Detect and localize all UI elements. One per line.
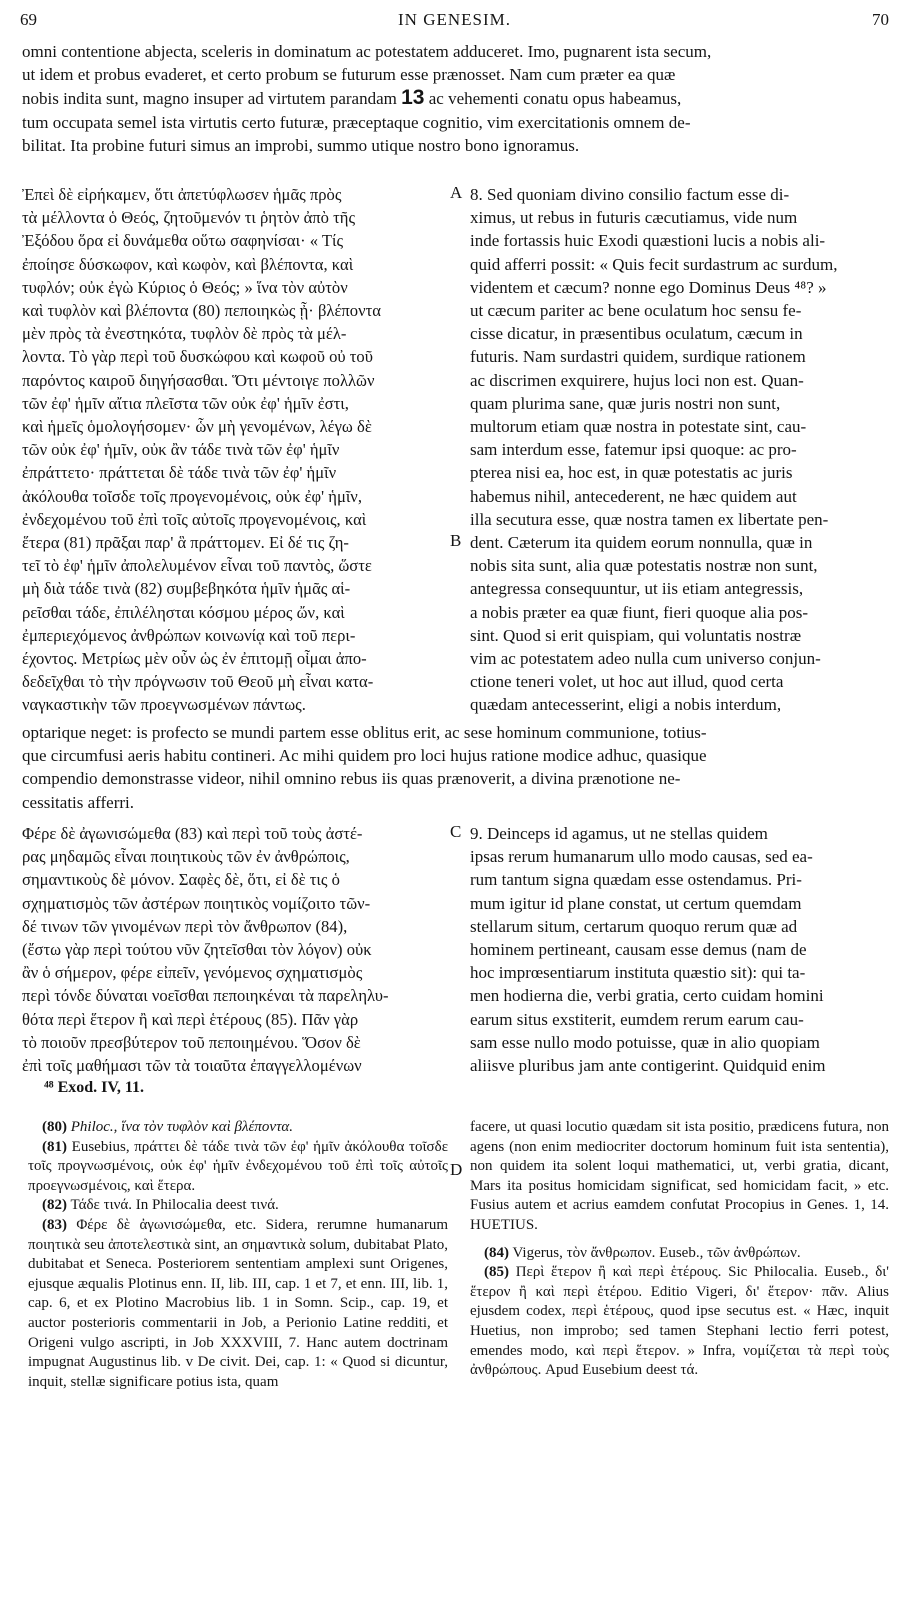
note-text: Vigerus, τὸν ἄνθρωπον. Euseb., τῶν ἀνθρώπων. bbox=[512, 1244, 801, 1261]
text-line: rum tantum signa quædam esse ostendamus. Pri- bbox=[470, 870, 802, 890]
note-text: Περὶ ἕτερον ἢ καὶ περὶ ἑτέρους. Sic Philocalia. Euseb., δι' ἕτερον ἢ καὶ περὶ ἑτέρου. Editio Vigeri, δι' ἕτερον· πᾶν. Alius ejusdem codex, περὶ ἑτέρους, quod ipse secutus est. « Hæc, inquit Huetius, non improbo; sed tamen Stephani lectio ferri potest, emendes modo, καὶ περὶ ἕτερον. » Infra, νομίζεται τὰ περὶ τοὺς ἀνθρώπους. Apud Eusebium deest τά. bbox=[470, 1264, 890, 1379]
column-number-13: 13 bbox=[401, 86, 425, 110]
text-line: bilitat. Ita probine futuri simus an improbi, summo utique nostro bono ignoramus. bbox=[22, 135, 580, 155]
text-line: hominem pertineant, causam esse demus (nam de bbox=[470, 940, 807, 960]
text-line: tum occupata semel ista virtutis certo futuræ, præceptaque cognitio, vim exercitationis omnem de- bbox=[22, 112, 691, 132]
text-line: stellarum situm, certarum quoquo rerum quæ ad bbox=[470, 916, 798, 936]
note-83 bbox=[28, 1216, 448, 1392]
margin-letter-b: B bbox=[450, 531, 462, 550]
text-line: έχοντος. Μετρίως μὲν οὖν ὡς ἐν ἐπιτομῇ οἶμαι ἀπο- bbox=[22, 649, 367, 669]
text-line: Φέρε δὲ ἀγωνισώμεθα (83) καὶ περὶ τοῦ τοὺς ἀστέ- bbox=[22, 824, 363, 843]
note-text: Philoc., ἵνα τὸν τυφλὸν καὶ βλέποντα. bbox=[70, 1119, 294, 1135]
text-line: cessitatis afferri. bbox=[22, 792, 135, 812]
note-number: (85) bbox=[484, 1264, 509, 1281]
text-line: τεῖ τὸ ἐφ' ἡμῖν ἀπολελυμένον εἶναι τοῦ παντὸς, ὥστε bbox=[22, 556, 372, 576]
text-line: ut cæcum pariter ac bene oculatum hoc sensu fe- bbox=[470, 301, 802, 321]
text-line: ἕτερα (81) πρᾶξαι παρ' ἃ πράττομεν. Εἰ δέ τις ζη- bbox=[22, 533, 349, 553]
text-line: quædam antecesserint, eligi a nobis interdum, bbox=[470, 695, 782, 715]
text-line: sint. Quod si erit quispiam, qui voluntatis nostræ bbox=[470, 625, 802, 645]
note-84 bbox=[470, 1244, 889, 1264]
text-line: quid afferri possit: « Quis fecit surdastrum ac surdum, bbox=[470, 254, 838, 274]
text-line: περὶ τόνδε δύναται νοεῖσθαι πεποιηκέναι τὰ παρεληλυ- bbox=[22, 986, 389, 1006]
text-line: σημαντικοὺς δὲ μόνον. Σαφὲς δὲ, ὅτι, εἰ δὲ τις ὁ bbox=[22, 870, 340, 890]
text-line: ἐνδεχομένου τοῦ ἐπὶ τοῖς αὐτοῖς προγενομένοις, καὶ bbox=[22, 509, 367, 529]
text-line: ἀκόλουθα τοῖσδε τοῖς προγενομένοις, οὐκ ἐφ' ἡμῖν, bbox=[22, 486, 362, 506]
text-line: hoc imprœsentiarum instituta quæstio sit): qui ta- bbox=[470, 963, 806, 983]
note-82 bbox=[28, 1196, 448, 1216]
page-header bbox=[20, 10, 889, 34]
text-line: τὰ μέλλοντα ὁ Θεός, ζητοῦμενόν τι ῥητὸν ἀπὸ τῆς bbox=[22, 208, 356, 228]
note-text: Eusebius, πράττει δὲ τάδε τινὰ τῶν ἐφ' ἡμῖν ἀκόλουθα τοῖσδε τοῖς προγνωσμένοις, οὐκ ἐφ' ἡμῖν ἐνδεχομένου τοῦ ἐπὶ τοῖς αὐτοῖς προεγνωσμένοις, καὶ ἕτερα. bbox=[28, 1138, 448, 1194]
text-line: omni contentione abjecta, sceleris in dominatum ac potestatem adduceret. Imo, pugnarent ista secum, bbox=[22, 42, 712, 61]
text-line: mum igitur id plane constat, ut certum quemdam bbox=[470, 893, 802, 913]
text-line: καὶ ἡμεῖς ὁμολογήσομεν· ὧν μὴ γενομένων, λέγω δὲ bbox=[22, 417, 372, 437]
text-line: men hodierna die, verbi gratia, certo cuidam homini bbox=[470, 986, 824, 1006]
greek-column-1 bbox=[22, 183, 447, 717]
text-line: quam plurima sane, quæ juris nostri non sunt, bbox=[470, 393, 781, 413]
text-line: Ἐπεὶ δὲ εἰρήκαμεν, ὅτι ἀπετύφλωσεν ἡμᾶς πρὸς bbox=[22, 185, 342, 204]
note-number: (82) bbox=[42, 1197, 67, 1214]
text-line: inde fortassis huic Exodi quæstioni lucis a nobis ali- bbox=[470, 231, 826, 251]
text-line: Ἐξόδου ὅρα εἰ δυνάμεθα οὕτω σαφηνίσαι· « Τίς bbox=[22, 231, 344, 251]
text-line: habemus nihil, antecederent, ne hæc quidem aut bbox=[470, 486, 797, 506]
text-line: ἐποίησε δύσκωφον, καὶ κωφὸν, καὶ βλέποντα, καὶ bbox=[22, 254, 354, 274]
text-line: antegressa consequuntur, ut iis etiam antegressis, bbox=[470, 579, 804, 599]
text-line: μὴ διὰ τάδε τινὰ (82) συμβεβηκότα ἡμῖν ἡμᾶς αἱ- bbox=[22, 579, 351, 599]
note-text: Τάδε τινά. In Philocalia deest τινά. bbox=[70, 1197, 279, 1214]
text-line: μὲν πρὸς τὰ ἐνεστηκότα, τυφλὸν δὲ πρὸς τὰ μέλ- bbox=[22, 324, 347, 344]
text-line: καὶ τυφλὸν καὶ βλέποντα (80) πεποιηκὼς ᾖ· βλέποντα bbox=[22, 301, 381, 321]
text-line: δεδεῖχθαι τὸ τὴν πρόγνωσιν τοῦ Θεοῦ μὴ εἶναι κατα- bbox=[22, 672, 374, 692]
margin-letter-a: A bbox=[450, 183, 463, 202]
note-number: (80) bbox=[42, 1119, 67, 1135]
text-line: ρεῖσθαι τάδε, ἐπιλέλησται κόσμου μέρος ὤν, καὶ bbox=[22, 602, 345, 622]
note-number: (84) bbox=[484, 1244, 509, 1261]
text-line: optarique neget: is profecto se mundi partem esse oblitus erit, ac sese hominum communione, totius- bbox=[22, 723, 707, 742]
text-line: futuris. Nam surdastri quidem, surdique rationem bbox=[470, 347, 806, 367]
text-line: 8. Sed quoniam divino consilio factum esse di- bbox=[470, 185, 790, 204]
text-line: nobis sita sunt, alia quæ potestatis nostræ non sunt, bbox=[470, 556, 818, 576]
text-line: ρας μηδαμῶς εἶναι ποιητικοὺς τῶν ἐν ἀνθρώποις, bbox=[22, 847, 350, 867]
text-line: compendio demonstrasse videor, nihil omnino rebus iis quas prænoverit, a divina prænotione ne- bbox=[22, 769, 681, 789]
text-line: τυφλόν; οὐκ ἐγὼ Κύριος ὁ Θεός; » ἵνα τὸν αὐτὸν bbox=[22, 277, 348, 297]
text-line: τῶν οὐκ ἐφ' ἡμῖν, οὐκ ἂν τάδε τινὰ τῶν ἐφ' ἡμῖν bbox=[22, 440, 340, 460]
text-segment: ac vehementi conatu opus habeamus, bbox=[428, 89, 682, 109]
text-line: que circumfusi aeris habitu contineri. Ac mihi quidem pro loci hujus ratione modice adhuc, quasique bbox=[22, 746, 707, 766]
notes-right-column bbox=[470, 1118, 889, 1381]
text-line: δέ τινων τῶν γινομένων περὶ τὸν ἄνθρωπον (84), bbox=[22, 916, 348, 936]
text-line: sam esse nullo modo potuisse, quæ in alio quopiam bbox=[470, 1032, 820, 1052]
note-80 bbox=[28, 1118, 448, 1138]
note-85 bbox=[470, 1263, 889, 1381]
note-text: Φέρε δὲ ἀγωνισώμεθα, etc. Sidera, rerumne humanarum ποιητικὰ seu ἀποτελεστικὰ sint, an σημαντικὰ solum, dubitabat Plato, dubitabat et Seneca. Posteriorem sententiam amplexi sunt Origenes, ejusque æqualis Plotinus enn. II, lib. III, cap. 1 et 7, et enn. III, lib. 1, cap. 6, et ex Plotino Macrobius lib. 1 in Somn. Scip., cap. 19, et auctor posterioris commentarii in Job, a Perionio Latine redditi, et Origeni vulgo ascripti, in Job XXXVIII, 7. Hanc autem doctrinam impugnat Augustinus lib. v De civit. Dei, cap. 1: « Quod si dicuntur, inquit, stellæ significare potius ista, quam bbox=[28, 1216, 449, 1390]
text-line: ἐπράττετο· πράττεται δὲ τάδε τινὰ τῶν ἐφ' ἡμῖν bbox=[22, 463, 337, 483]
note-81 bbox=[28, 1138, 448, 1197]
note-number: (81) bbox=[42, 1138, 67, 1155]
left-page-number: 69 bbox=[20, 10, 37, 29]
text-line: videntem et cæcum? nonne ego Dominus Deus ⁴⁸? » bbox=[470, 277, 827, 297]
text-line: ναγκαστικὴν τῶν προεγνωσμένων πάντως. bbox=[22, 695, 306, 715]
text-line: sam interdum esse, fatemur ipsi quoque: ac pro- bbox=[470, 440, 797, 460]
text-line: ximus, ut rebus in futuris cæcutiamus, vide num bbox=[470, 208, 798, 228]
running-title: IN GENESIM. bbox=[398, 10, 511, 29]
text-line: ipsas rerum humanarum ullo modo causas, sed ea- bbox=[470, 847, 813, 867]
text-line: τῶν ἐφ' ἡμῖν αἴτια πλεῖστα τῶν οὐκ ἐφ' ἡμῖν ἐστι, bbox=[22, 393, 349, 413]
text-line: ac discrimen exquirere, hujus loci non est. Quan- bbox=[470, 370, 804, 390]
text-line bbox=[22, 86, 889, 110]
text-line: pterea nisi ea, hoc est, in quæ potestatis ac juris bbox=[470, 463, 793, 483]
margin-letter-c: C bbox=[450, 822, 462, 841]
text-line: σχηματισμὸς τῶν ἀστέρων ποιητικὸς νομίζοιτο τῶν- bbox=[22, 893, 371, 913]
text-line: illa secutura esse, quæ nostra tamen ex libertate pen- bbox=[470, 509, 829, 529]
text-line: aliisve pluribus jam ante contigerint. Quidquid enim bbox=[470, 1056, 826, 1076]
latin-column-2 bbox=[470, 822, 889, 1077]
note-number: (83) bbox=[42, 1216, 67, 1233]
text-line: ἂν ὁ σήμερον, φέρε εἰπεῖν, γενόμενος σχηματισμὸς bbox=[22, 963, 363, 983]
text-line: a nobis præter ea quæ fiunt, fieri quoque alia pos- bbox=[470, 602, 809, 622]
text-line: ut idem et probus evaderet, et certo probum se futurum esse prænosset. Nam cum præter ea quæ bbox=[22, 65, 676, 85]
continuation-paragraph bbox=[22, 721, 889, 814]
text-line: ἐπὶ τοῖς μαθήμασι τῶν τὰ τοιαῦτα ἐπαγγελλομένων bbox=[22, 1056, 362, 1076]
right-page-number: 70 bbox=[872, 10, 889, 29]
text-line: multorum etiam quæ nostra in potestate sint, cau- bbox=[470, 417, 807, 437]
text-line: τὸ ποιοῦν πρεσβύτερον τοῦ πεποιημένου. Ὅσον δὲ bbox=[22, 1032, 361, 1052]
text-line: ctione teneri volet, ut hoc aut illud, quod certa bbox=[470, 672, 784, 692]
text-line: cisse dicatur, in præsentibus oculatum, cæcum in bbox=[470, 324, 803, 344]
text-line: λοντα. Τὸ γὰρ περὶ τοῦ δυσκώφου καὶ κωφοῦ οὐ τοῦ bbox=[22, 347, 373, 367]
text-segment: nobis indita sunt, magno insuper ad virtutem parandam bbox=[22, 89, 397, 109]
greek-column-2 bbox=[22, 822, 447, 1077]
text-line: 9. Deinceps id agamus, ut ne stellas quidem bbox=[470, 824, 768, 843]
notes-left-column bbox=[28, 1118, 448, 1392]
text-line: θότα περὶ ἕτερον ἢ καὶ περὶ ἑτέρους (85). Πᾶν γὰρ bbox=[22, 1009, 359, 1029]
text-line: vim ac potestatem adeo nulla cum universo conjun- bbox=[470, 649, 821, 669]
latin-column-1 bbox=[470, 183, 889, 717]
intro-paragraph bbox=[22, 40, 889, 157]
text-line: ἐμπεριεχόμενος ἀνθρώπων κοινωνίᾳ καὶ τοῦ περι- bbox=[22, 625, 356, 645]
margin-letter-d: D bbox=[450, 1160, 463, 1179]
text-line: (ἔστω γὰρ περὶ τούτου νῦν ζητεῖσθαι τὸν λόγον) οὐκ bbox=[22, 940, 372, 960]
note-83-continuation: facere, ut quasi locutio quædam sit ista positio, prædicens futura, non agens (non enim mediocriter doctorum hominum fuit ista sententia), non quidem ita solent loqui mathematici, ut, verbi gratia, dicant, Mars ita positus homicidam significat, sed homicidam facit, » etc. Fusius autem et acrius eamdem confutat Procopius in Genes. 1, 14. HUETIUS. bbox=[470, 1119, 889, 1233]
text-line: παρόντος καιροῦ διηγήσασθαι. Ὅτι μέντοιγε πολλῶν bbox=[22, 370, 375, 390]
text-line: earum situs exstiterit, eumdem rerum earum cau- bbox=[470, 1009, 804, 1029]
text-line: dent. Cæterum ita quidem eorum nonnulla, quæ in bbox=[470, 533, 813, 553]
footnote-48: ⁴⁸ Exod. IV, 11. bbox=[44, 1079, 144, 1096]
